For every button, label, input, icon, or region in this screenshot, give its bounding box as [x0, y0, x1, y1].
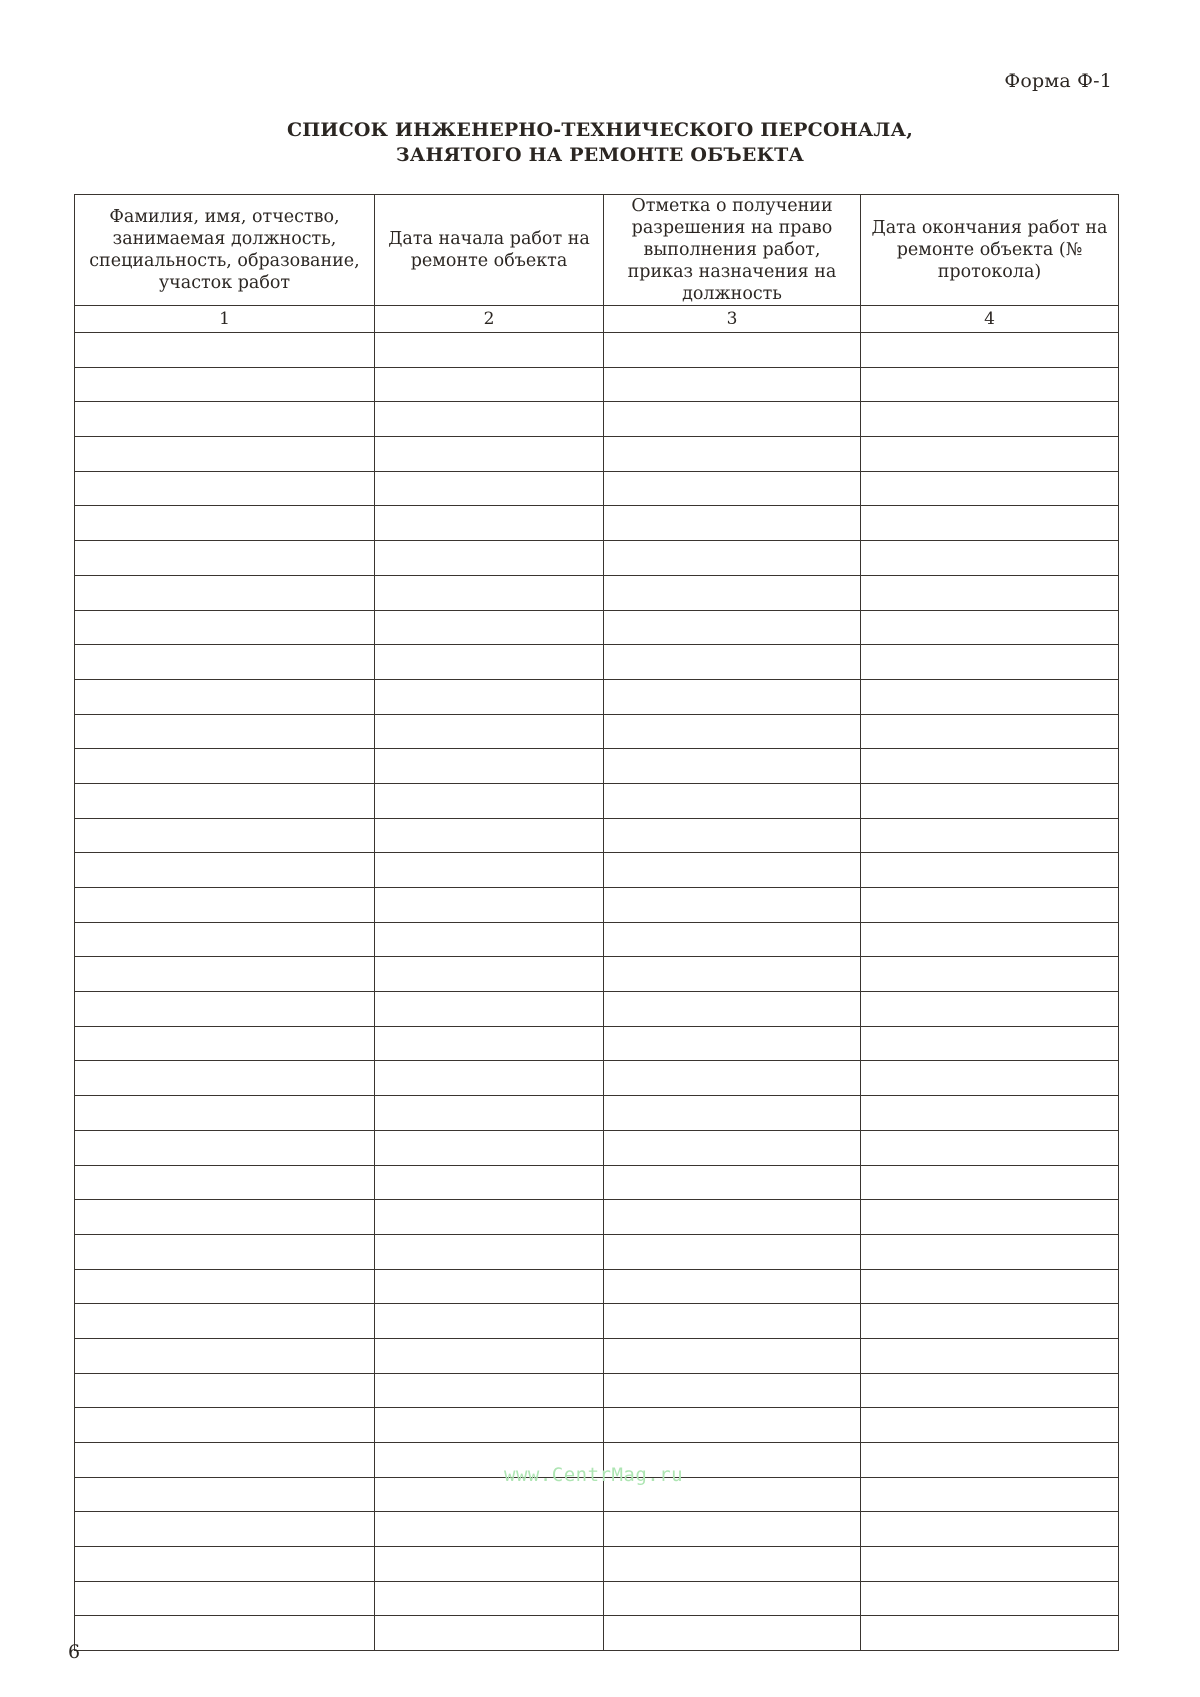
title-line-2: ЗАНЯТОГО НА РЕМОНТЕ ОБЪЕКТА — [395, 144, 805, 166]
table-cell[interactable] — [604, 1026, 861, 1061]
table-cell[interactable] — [604, 610, 861, 645]
table-cell[interactable] — [604, 888, 861, 923]
table-cell[interactable] — [604, 333, 861, 368]
table-cell[interactable] — [75, 437, 375, 472]
table-row — [75, 992, 1119, 1027]
table-cell[interactable] — [375, 922, 604, 957]
table-cell[interactable] — [375, 1026, 604, 1061]
table-row — [75, 783, 1119, 818]
table-cell[interactable] — [604, 506, 861, 541]
table-cell[interactable] — [75, 1096, 375, 1131]
table-cell[interactable] — [375, 1096, 604, 1131]
table-cell[interactable] — [861, 402, 1119, 437]
table-cell[interactable] — [861, 575, 1119, 610]
table-cell[interactable] — [604, 437, 861, 472]
table-cell[interactable] — [75, 1026, 375, 1061]
table-cell[interactable] — [604, 1616, 861, 1651]
table-row — [75, 575, 1119, 610]
table-cell[interactable] — [375, 1234, 604, 1269]
table-row — [75, 1234, 1119, 1269]
table-cell[interactable] — [375, 402, 604, 437]
table-row — [75, 818, 1119, 853]
table-cell[interactable] — [75, 1061, 375, 1096]
table-cell[interactable] — [75, 818, 375, 853]
table-cell[interactable] — [604, 1234, 861, 1269]
table-cell[interactable] — [375, 783, 604, 818]
table-cell[interactable] — [861, 1512, 1119, 1547]
table-cell[interactable] — [75, 1269, 375, 1304]
table-header-row — [75, 195, 1119, 306]
table-cell[interactable] — [861, 1234, 1119, 1269]
table-cell[interactable] — [75, 402, 375, 437]
table-cell[interactable] — [861, 541, 1119, 576]
table-cell[interactable] — [604, 679, 861, 714]
table-cell[interactable] — [375, 1408, 604, 1443]
table-cell[interactable] — [75, 1477, 375, 1512]
column-number: 1 — [75, 306, 375, 333]
table-row — [75, 1547, 1119, 1582]
table-cell[interactable] — [375, 541, 604, 576]
table-cell[interactable] — [75, 922, 375, 957]
table-cell[interactable] — [604, 922, 861, 957]
table-row — [75, 541, 1119, 576]
table-cell[interactable] — [604, 1408, 861, 1443]
table-cell[interactable] — [861, 367, 1119, 402]
table-row — [75, 714, 1119, 749]
table-cell[interactable] — [861, 853, 1119, 888]
table-cell[interactable] — [861, 1269, 1119, 1304]
table-cell[interactable] — [375, 992, 604, 1027]
header-cell-name-position: Фамилия, имя, отчество, занимаемая должность, специальность, образование, участок работ — [75, 195, 375, 306]
page-number: 6 — [68, 1641, 81, 1663]
table-cell[interactable] — [375, 1547, 604, 1582]
table-cell[interactable] — [375, 610, 604, 645]
title-line-1: СПИСОК ИНЖЕНЕРНО-ТЕХНИЧЕСКОГО ПЕРСОНАЛА, — [286, 119, 914, 141]
table-cell[interactable] — [375, 818, 604, 853]
table-row — [75, 679, 1119, 714]
table-cell[interactable] — [375, 853, 604, 888]
table-cell[interactable] — [375, 1130, 604, 1165]
table-row — [75, 1130, 1119, 1165]
table-cell[interactable] — [604, 1581, 861, 1616]
table-cell[interactable] — [604, 1373, 861, 1408]
table-row — [75, 437, 1119, 472]
table-cell[interactable] — [375, 714, 604, 749]
table-row — [75, 506, 1119, 541]
table-cell[interactable] — [861, 1026, 1119, 1061]
table-cell[interactable] — [375, 367, 604, 402]
table-cell[interactable] — [375, 1616, 604, 1651]
table-cell[interactable] — [861, 1616, 1119, 1651]
table-cell[interactable] — [75, 1443, 375, 1478]
table-cell[interactable] — [375, 1165, 604, 1200]
table-cell[interactable] — [75, 679, 375, 714]
table-cell[interactable] — [861, 1304, 1119, 1339]
table-cell[interactable] — [375, 679, 604, 714]
table-cell[interactable] — [604, 1165, 861, 1200]
table-row — [75, 957, 1119, 992]
table-cell[interactable] — [75, 1304, 375, 1339]
table-cell[interactable] — [604, 1269, 861, 1304]
personnel-table — [74, 194, 1119, 1651]
table-cell[interactable] — [861, 1061, 1119, 1096]
page-title — [0, 118, 1200, 168]
table-row — [75, 922, 1119, 957]
table-cell[interactable] — [604, 714, 861, 749]
column-number: 3 — [604, 306, 861, 333]
table-cell[interactable] — [861, 679, 1119, 714]
table-row — [75, 1338, 1119, 1373]
table-cell[interactable] — [75, 645, 375, 680]
table-cell[interactable] — [861, 1443, 1119, 1478]
table-cell[interactable] — [604, 541, 861, 576]
table-row — [75, 645, 1119, 680]
table-cell[interactable] — [604, 957, 861, 992]
table-cell[interactable] — [861, 471, 1119, 506]
column-number: 4 — [861, 306, 1119, 333]
table-row — [75, 1061, 1119, 1096]
table-row — [75, 888, 1119, 923]
table-cell[interactable] — [861, 783, 1119, 818]
table-cell[interactable] — [861, 1408, 1119, 1443]
table-cell[interactable] — [75, 1408, 375, 1443]
table-row — [75, 402, 1119, 437]
table-cell[interactable] — [75, 1581, 375, 1616]
table-cell[interactable] — [604, 1512, 861, 1547]
table-cell[interactable] — [75, 992, 375, 1027]
table-cell[interactable] — [375, 749, 604, 784]
table-cell[interactable] — [604, 575, 861, 610]
table-row — [75, 1165, 1119, 1200]
table-cell[interactable] — [375, 333, 604, 368]
table-cell[interactable] — [604, 992, 861, 1027]
table-cell[interactable] — [861, 645, 1119, 680]
table-row — [75, 333, 1119, 368]
table-cell[interactable] — [604, 1200, 861, 1235]
table-cell[interactable] — [861, 818, 1119, 853]
watermark: www.CentrMag.ru — [504, 1464, 684, 1486]
table-row — [75, 1200, 1119, 1235]
table-cell[interactable] — [375, 645, 604, 680]
header-cell-start-date: Дата начала работ на ремонте объекта — [375, 195, 604, 306]
table-cell[interactable] — [375, 1512, 604, 1547]
column-number: 2 — [375, 306, 604, 333]
table-cell[interactable] — [604, 818, 861, 853]
table-row — [75, 1269, 1119, 1304]
table-row — [75, 1304, 1119, 1339]
table-cell[interactable] — [375, 1373, 604, 1408]
table-cell[interactable] — [375, 1304, 604, 1339]
table-cell[interactable] — [375, 957, 604, 992]
table-row — [75, 853, 1119, 888]
table-cell[interactable] — [861, 1338, 1119, 1373]
table-cell[interactable] — [604, 1061, 861, 1096]
table-cell[interactable] — [861, 506, 1119, 541]
table-cell[interactable] — [375, 506, 604, 541]
table-cell[interactable] — [75, 1234, 375, 1269]
table-cell[interactable] — [75, 506, 375, 541]
table-cell[interactable] — [861, 1165, 1119, 1200]
table-cell[interactable] — [604, 367, 861, 402]
table-cell[interactable] — [861, 888, 1119, 923]
table-cell[interactable] — [604, 402, 861, 437]
table-cell[interactable] — [75, 1130, 375, 1165]
table-cell[interactable] — [75, 1200, 375, 1235]
table-cell[interactable] — [75, 1547, 375, 1582]
table-row — [75, 1026, 1119, 1061]
table-cell[interactable] — [75, 888, 375, 923]
table-cell[interactable] — [375, 1269, 604, 1304]
table-row — [75, 471, 1119, 506]
table-cell[interactable] — [75, 471, 375, 506]
table-cell[interactable] — [75, 367, 375, 402]
table-cell[interactable] — [75, 575, 375, 610]
form-label: Форма Ф-1 — [1004, 70, 1112, 92]
table-cell[interactable] — [75, 541, 375, 576]
table-row — [75, 1408, 1119, 1443]
table-cell[interactable] — [861, 1130, 1119, 1165]
table-cell[interactable] — [604, 853, 861, 888]
table-cell[interactable] — [861, 610, 1119, 645]
table-row — [75, 1373, 1119, 1408]
table-cell[interactable] — [861, 714, 1119, 749]
table-cell[interactable] — [75, 714, 375, 749]
table-cell[interactable] — [861, 957, 1119, 992]
table-cell[interactable] — [604, 1547, 861, 1582]
table-cell[interactable] — [604, 783, 861, 818]
table-cell[interactable] — [861, 1373, 1119, 1408]
table-cell[interactable] — [861, 1581, 1119, 1616]
table-cell[interactable] — [375, 437, 604, 472]
table-cell[interactable] — [75, 1338, 375, 1373]
table-cell[interactable] — [861, 992, 1119, 1027]
table-cell[interactable] — [75, 749, 375, 784]
table-cell[interactable] — [375, 1061, 604, 1096]
table-row — [75, 749, 1119, 784]
table-cell[interactable] — [75, 1373, 375, 1408]
table-cell[interactable] — [75, 957, 375, 992]
table-row — [75, 1512, 1119, 1547]
table-cell[interactable] — [375, 1200, 604, 1235]
table-cell[interactable] — [861, 1200, 1119, 1235]
table-cell[interactable] — [604, 1130, 861, 1165]
table-cell[interactable] — [604, 1338, 861, 1373]
table-cell[interactable] — [375, 888, 604, 923]
table-cell[interactable] — [861, 1096, 1119, 1131]
table-cell[interactable] — [604, 749, 861, 784]
table-cell[interactable] — [604, 645, 861, 680]
table-row — [75, 1581, 1119, 1616]
table-cell[interactable] — [75, 783, 375, 818]
table-cell[interactable] — [861, 437, 1119, 472]
table-cell[interactable] — [861, 1477, 1119, 1512]
table-cell[interactable] — [75, 1512, 375, 1547]
table-cell[interactable] — [75, 610, 375, 645]
table-cell[interactable] — [861, 333, 1119, 368]
header-cell-end-date: Дата окончания работ на ремонте объекта (№ протокола) — [861, 195, 1119, 306]
table-row — [75, 610, 1119, 645]
table-row — [75, 1096, 1119, 1131]
table-cell[interactable] — [75, 333, 375, 368]
table-cell[interactable] — [861, 749, 1119, 784]
table-cell[interactable] — [375, 575, 604, 610]
table-cell[interactable] — [375, 1338, 604, 1373]
table-cell[interactable] — [375, 1581, 604, 1616]
table-cell[interactable] — [604, 471, 861, 506]
table-cell[interactable] — [604, 1304, 861, 1339]
table-cell[interactable] — [75, 853, 375, 888]
table-cell[interactable] — [604, 1096, 861, 1131]
column-number-row — [75, 306, 1119, 333]
table-cell[interactable] — [375, 471, 604, 506]
table-cell[interactable] — [75, 1165, 375, 1200]
table-row — [75, 1616, 1119, 1651]
table-cell[interactable] — [75, 1616, 375, 1651]
table-cell[interactable] — [861, 1547, 1119, 1582]
header-cell-permission: Отметка о получении разрешения на право выполнения работ, приказ назначения на должность — [604, 195, 861, 306]
table-cell[interactable] — [861, 922, 1119, 957]
table-row — [75, 367, 1119, 402]
